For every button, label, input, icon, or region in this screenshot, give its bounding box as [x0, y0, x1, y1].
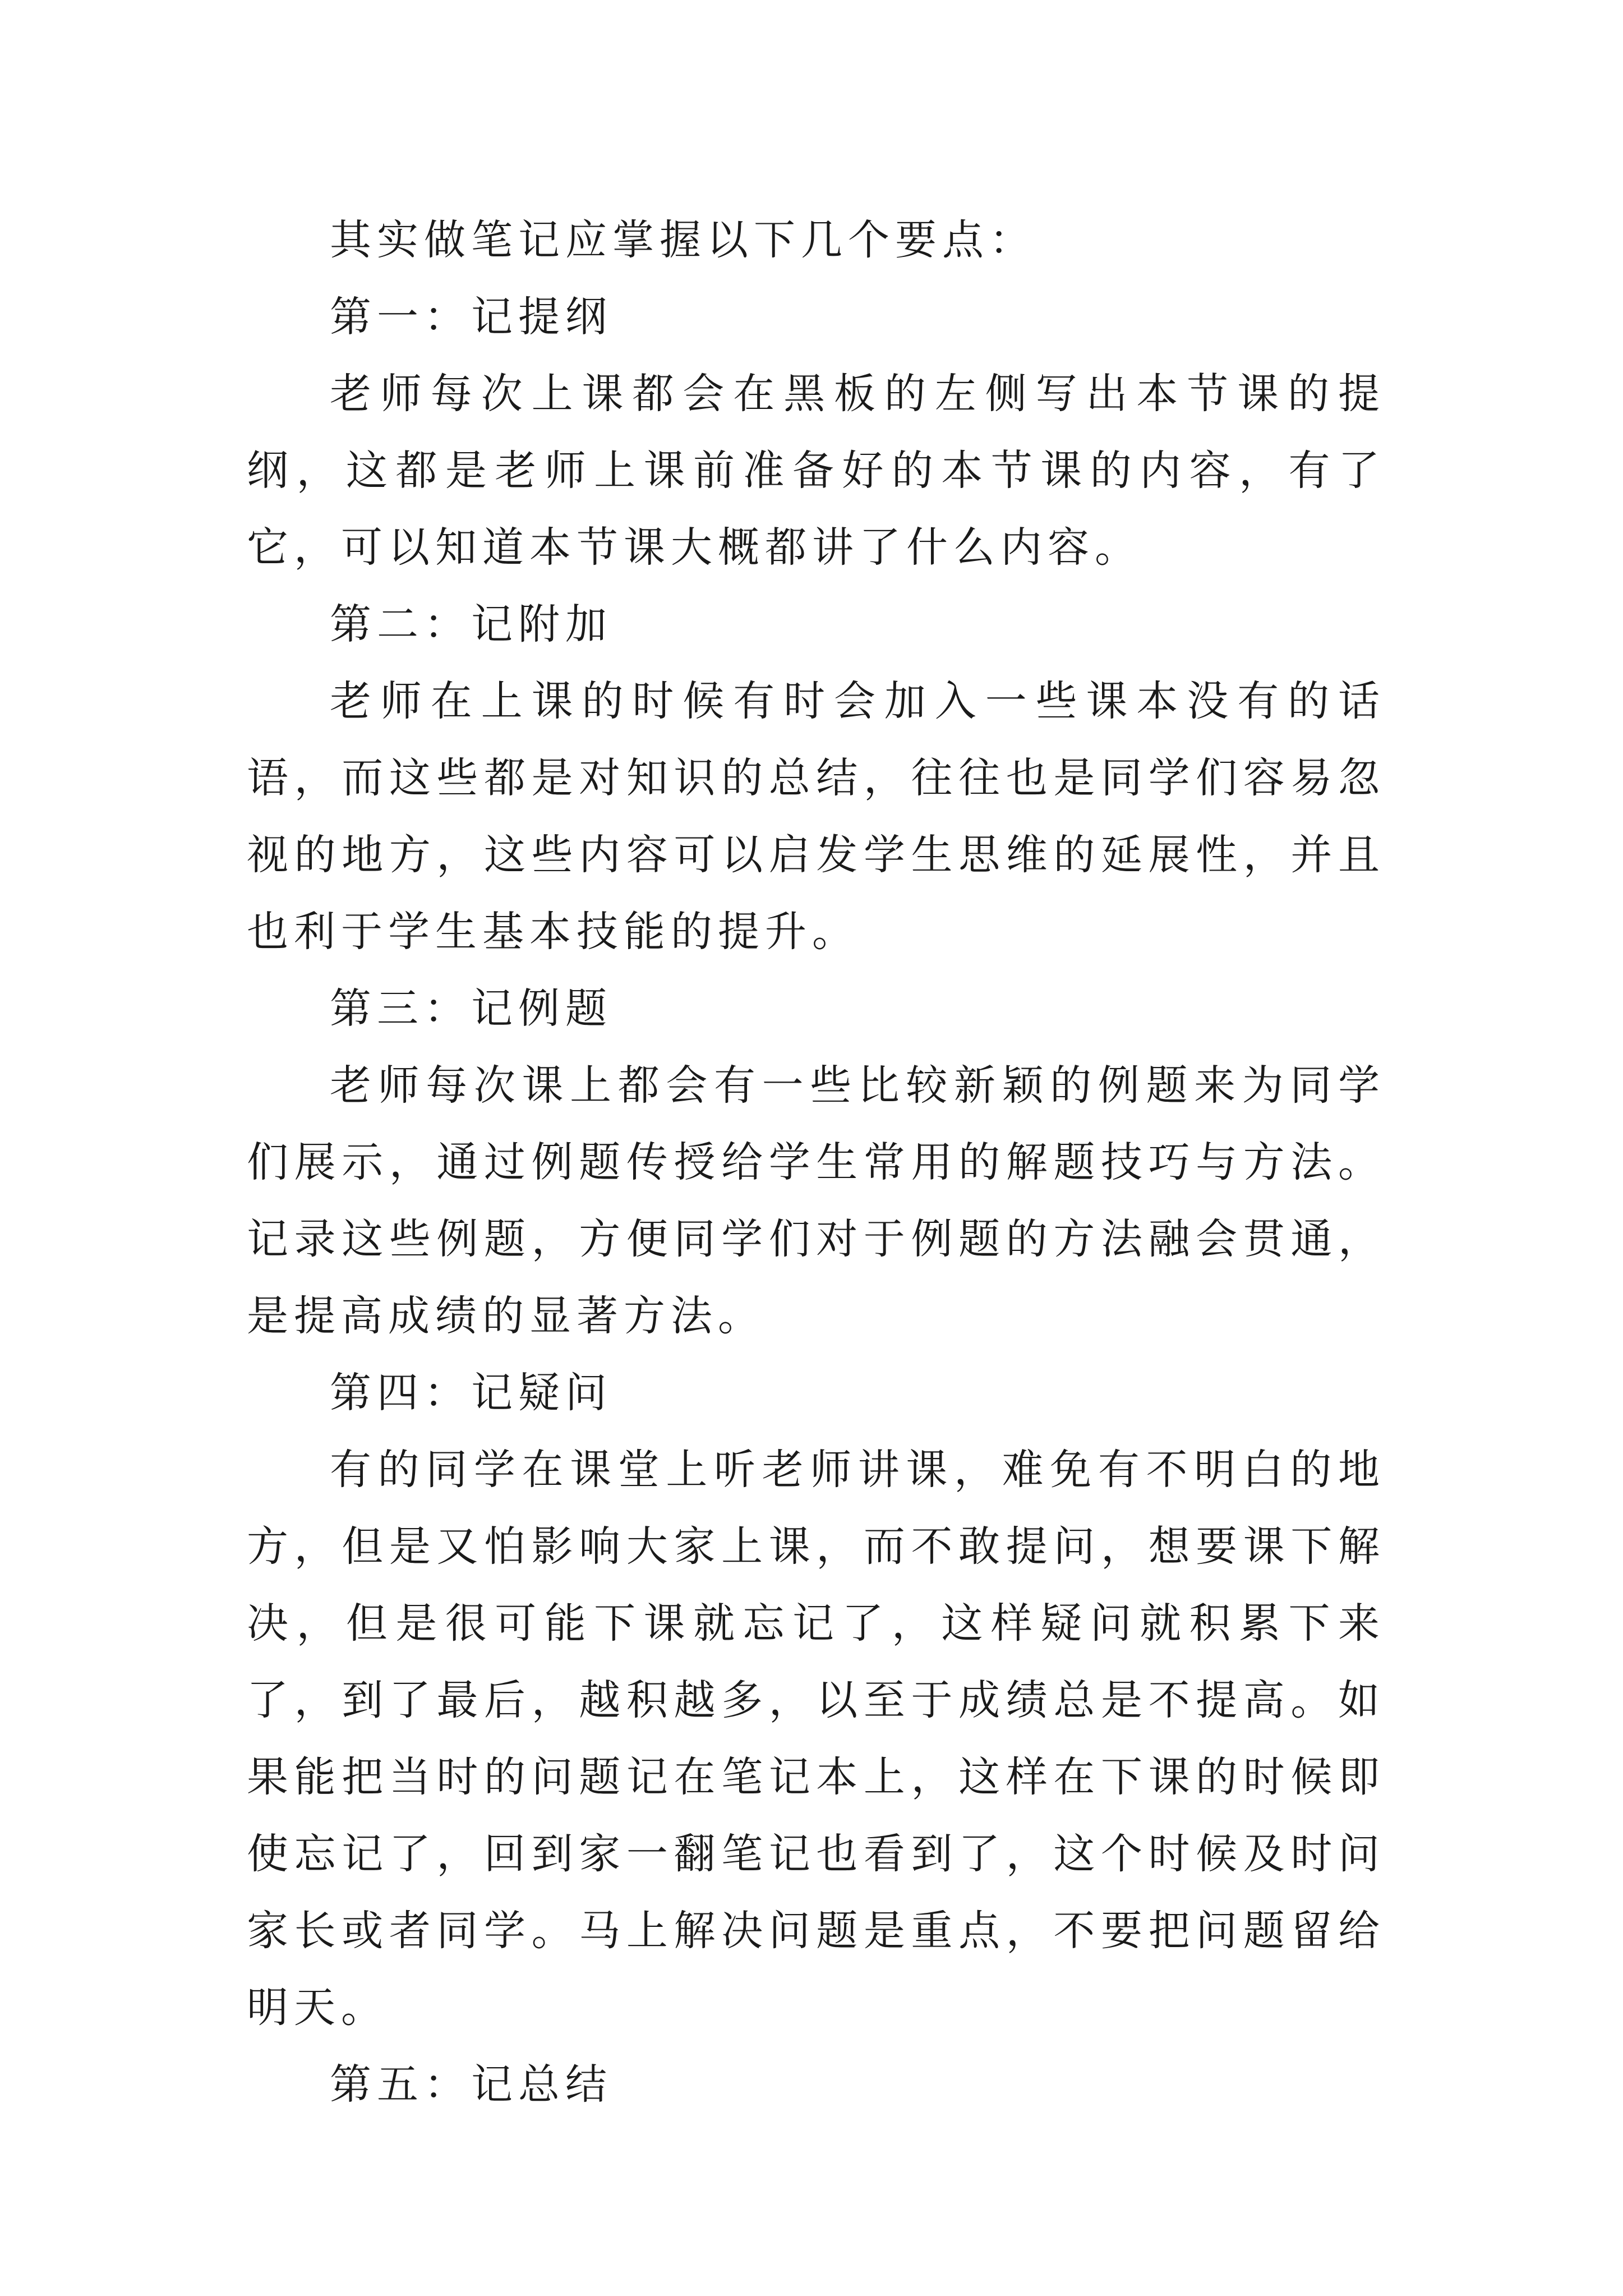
document-body: [247, 202, 1385, 2123]
section-heading-4: 第四：记疑问: [330, 1369, 612, 1417]
section-body-3: 老师每次课上都会有一些比较新颖的例题来为同学们展示，通过例题传授给学生常用的解题技巧与方法。记录这些例题，方便同学们对于例题的方法融会贯通，是提高成绩的显著方法。: [247, 1061, 1385, 1340]
section-body-4: 有的同学在课堂上听老师讲课，难免有不明白的地方，但是又怕影响大家上课，而不敢提问，想要课下解决，但是很可能下课就忘记了，这样疑问就积累下来了，到了最后，越积越多，以至于成绩总是不提高。如果能把当时的问题记在笔记本上，这样在下课的时候即使忘记了，回到家一翻笔记也看到了，这个时候及时问家长或者同学。马上解决问题是重点，不要把问题留给明天。: [247, 1446, 1385, 2032]
section-heading-3: 第三：记例题: [330, 984, 612, 1033]
section-body-2: 老师在上课的时候有时会加入一些课本没有的话语，而这些都是对知识的总结，往往也是同学们容易忽视的地方，这些内容可以启发学生思维的延展性，并且也利于学生基本技能的提升。: [247, 677, 1385, 956]
section-body-1: 老师每次上课都会在黑板的左侧写出本节课的提纲，这都是老师上课前准备好的本节课的内容，有了它，可以知道本节课大概都讲了什么内容。: [247, 370, 1385, 572]
section-heading-1: 第一：记提纲: [330, 293, 612, 341]
section-heading-5: 第五：记总结: [330, 2060, 612, 2109]
section-heading-2: 第二：记附加: [330, 600, 612, 648]
intro-paragraph: 其实做笔记应掌握以下几个要点：: [330, 216, 1036, 264]
